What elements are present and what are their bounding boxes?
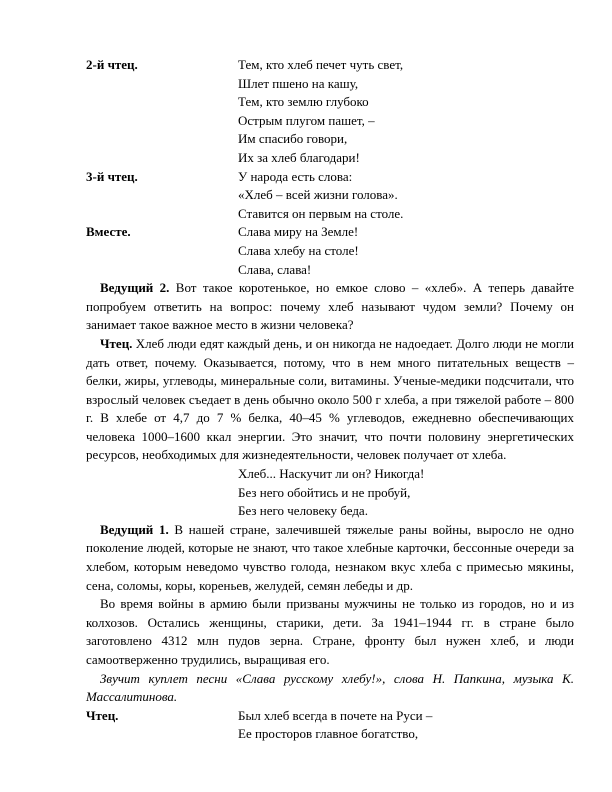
speaker-label: 2-й чтец. — [86, 57, 138, 72]
paragraph-text: В нашей стране, залечившей тяжелые раны войны, выросло не одно поколение людей, которые не знают, что такое хлебные карточки, бессонные очереди за хлебом, которым неведомо чувство голода, незнаком вкус хлеба с примесью мякины, сена, соломы, коры, кореньев, желудей, семян лебеды и др. — [86, 521, 574, 593]
verse-lines — [238, 56, 574, 168]
verse-lines — [238, 223, 574, 279]
verse-line: Острым плугом пашет, – — [238, 112, 375, 128]
verse-line: Слава, слава! — [238, 261, 312, 277]
verse-lines — [238, 168, 574, 224]
war-paragraph: Во время войны в армию были призваны мужчины не только из городов, но и из колхозов. Остались женщины, старики, дети. За 1941–1944 гг. в стране было заготовлено 4312 млн пудов зерна. Стране, фронту был нужен хлеб, и люди самоотверженно трудились, выращивая его. — [86, 596, 574, 667]
document-page — [86, 56, 574, 744]
song-note: Звучит куплет песни «Слава русскому хлебу!», слова Н. Папкина, музыка К. Массалитинова. — [86, 670, 574, 705]
reader-prose-paragraph — [86, 335, 574, 465]
reader-last-block — [86, 707, 574, 744]
speaker-label: Чтец. — [100, 335, 133, 351]
verse-lines — [238, 707, 574, 744]
verse-line: Слава миру на Земле! — [238, 224, 359, 240]
verse-line: Слава хлебу на столе! — [238, 242, 359, 258]
verse-line: Без него обойтись и не пробуй, — [238, 484, 411, 500]
paragraph-text: Хлеб люди едят каждый день, и он никогда не надоедает. Долго люди не могли дать ответ, почему. Оказывается, потому, что в нем много питательных веществ – белки, жиры, углеводы, минеральные соли, витамины. Ученые-медики подсчитали, что взрослый человек съедает в день обычно около 500 г хлеба, а при тяжелой работе – 800 г. В хлебе от 4,7 до 7 % белка, 40–45 % углеводов, ежедневно обеспечивающих человека 1000–1600 ккал энергии. Это значит, что почти половину энергетических ресурсов, необходимых для жизнедеятельности, человек получает от хлеба. — [86, 335, 574, 463]
speaker-label: Вместе. — [86, 224, 131, 240]
speaker-label: Ведущий 2. — [100, 280, 170, 296]
speaker-label: Чтец. — [86, 707, 119, 723]
reader3-block — [86, 168, 574, 224]
paragraph-text: Вот такое коротенькое, но емкое слово – «хлеб». А теперь давайте попробуем ответить на вопрос: почему хлеб называют чудом земли? Почему он занимает такое важное место в жизни человека? — [86, 280, 574, 333]
host2-paragraph — [86, 279, 574, 335]
verse-line: Был хлеб всегда в почете на Руси – — [238, 707, 433, 723]
center-verse-block — [86, 465, 574, 521]
verse-line: Без него человеку беда. — [238, 503, 368, 519]
verse-line: Их за хлеб благодари! — [238, 149, 360, 165]
verse-line: Ставится он первым на столе. — [238, 205, 404, 221]
verse-line: Тем, кто землю глубоко — [238, 94, 369, 110]
verse-line: Тем, кто хлеб печет чуть свет, — [238, 57, 404, 72]
verse-line: Шлет пшено на кашу, — [238, 75, 359, 91]
host1-paragraph — [86, 521, 574, 595]
speaker-label: Ведущий 1. — [100, 521, 169, 537]
verse-line: У народа есть слова: — [238, 168, 353, 184]
verse-line: Ее просторов главное богатство, — [238, 726, 419, 742]
verse-line: Им спасибо говори, — [238, 131, 348, 147]
speaker-label: 3-й чтец. — [86, 168, 138, 184]
verse-line: Хлеб... Наскучит ли он? Никогда! — [238, 466, 425, 482]
verse-line: «Хлеб – всей жизни голова». — [238, 187, 398, 203]
reader2-block — [86, 56, 574, 168]
together-block — [86, 223, 574, 279]
